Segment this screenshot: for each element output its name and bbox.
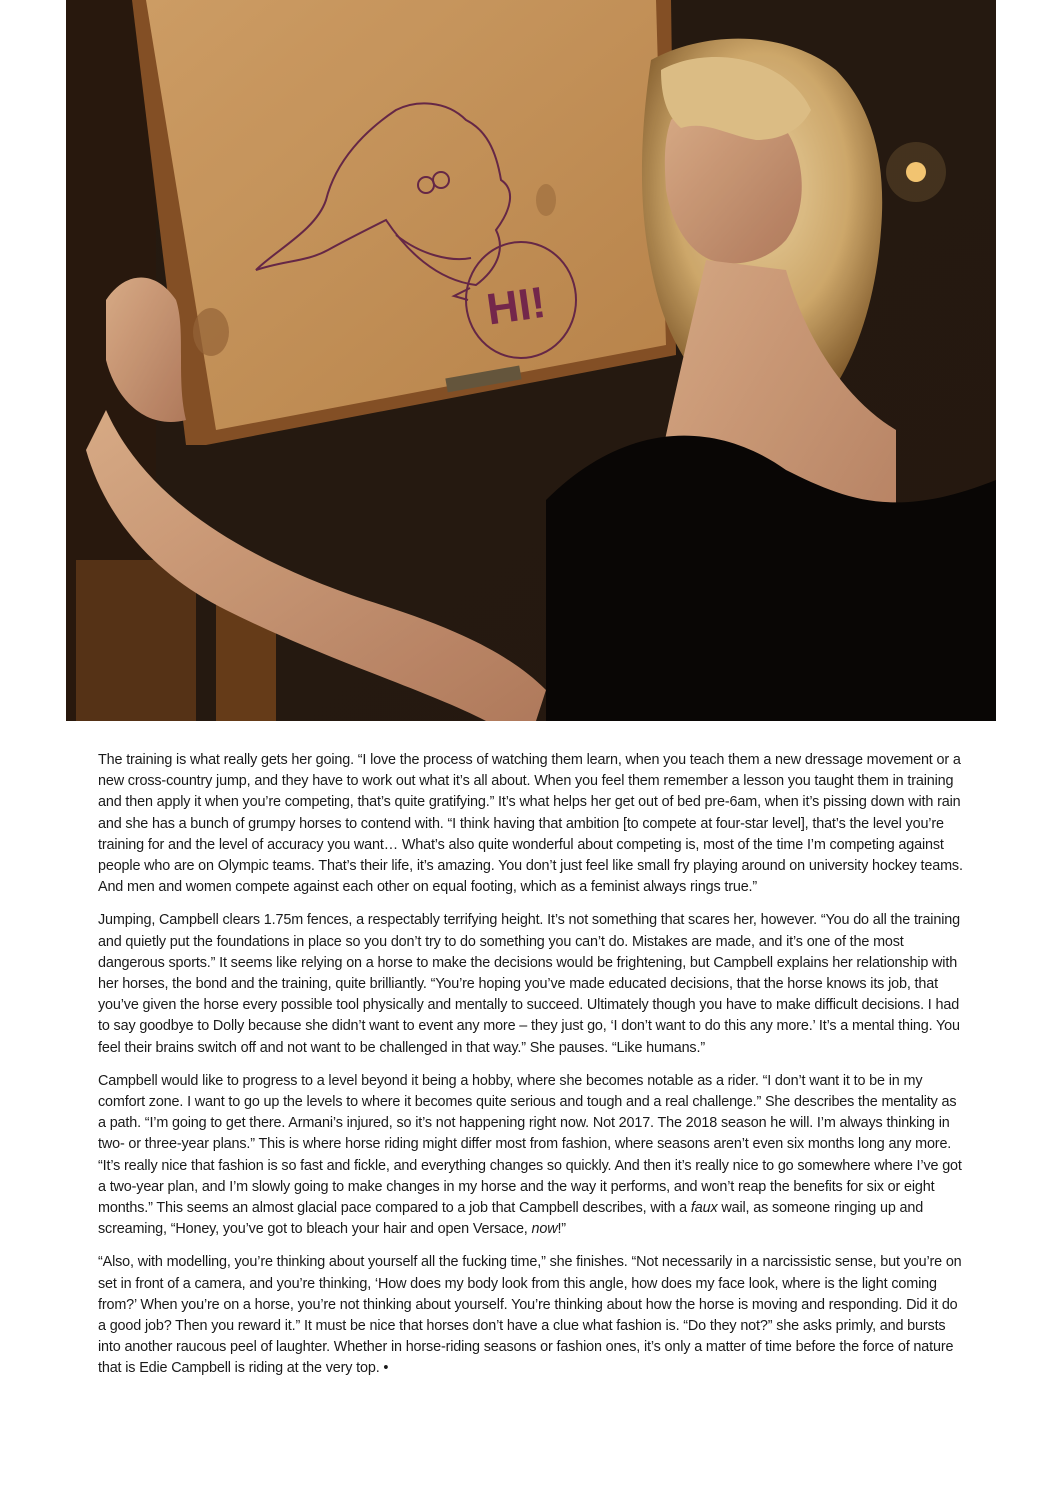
p3-text-a: Campbell would like to progress to a level beyond it being a hobby, where she becomes notable as a rider. “I don’t want it to be in my comfort zone. I want to go up the levels to where it becomes quite serious and tough and a real challenge.” She describes the mentality as a path. “I’m going to get there. Armani’s injured, so it’s not happening right now. Not 2017. The 2018 season he will. I’m always thinking in two- or three-year plans.” This is where horse riding might differ most from fashion, where seasons aren’t even six months long any more. “It’s really nice that fashion is so fast and fickle, and everything changes so quickly. And then it’s really nice to go somewhere where I’ve got a two-year plan, and I’m slowly going to make changes in my horse and the way it performs, and won’t reap the benefits for six or eight months.” This seems an almost glacial pace compared to a job that Campbell describes, with a: [98, 1072, 962, 1217]
p3-emphasis-faux: faux: [690, 1200, 718, 1217]
hero-photo: [66, 0, 996, 721]
article-body: [98, 750, 966, 1392]
p3-text-c: !”: [557, 1221, 566, 1238]
p3-text-b: wail, as someone ringing up and screaming, “Honey, you’ve got to bleach your hair and open Versace,: [98, 1200, 924, 1238]
photo-illustration: [66, 0, 996, 721]
article-paragraph-4: “Also, with modelling, you’re thinking about yourself all the fucking time,” she finishes. “Not necessarily in a narcissistic sense, but you’re on set in front of a camera, and you’re thinking, ‘How does my body look from this angle, how does my face look, where is the light coming from?’ When you’re on a horse, you’re not thinking about yourself. You’re thinking about how the horse is moving and responding. Did it do a good job? Then you reward it.” It must be nice that horses don’t have a clue what fashion is. “Do they not?” she asks primly, and bursts into another raucous peel of laughter. Whether in horse-riding seasons or fashion ones, it’s only a matter of time before the force of nature that is Edie Campbell is riding at the very top. •: [98, 1254, 962, 1377]
article-paragraph-3: [98, 1071, 966, 1241]
article-paragraph-2: Jumping, Campbell clears 1.75m fences, a respectably terrifying height. It’s not something that scares her, however. “You do all the training and quietly put the foundations in place so you don’t try to do something you can’t do. Mistakes are made, and it’s one of the most dangerous sports.” It seems like relying on a horse to make the decisions would be frightening, but Campbell explains her relationship with her horses, the bond and the training, quite brilliantly. “You’re hoping you’ve made educated decisions, that the horse knows its job, that you’ve given the horse every possible tool physically and mentally to succeed. Ultimately though you have to make difficult decisions. I had to say goodbye to Dolly because she didn’t want to event any more – they just go, ‘I don’t want to do this any more.’ It’s a mental thing. You feel their brains switch off and not want to be challenged in that way.” She pauses. “Like humans.”: [98, 912, 960, 1056]
doodle-speech-text: HI!: [483, 277, 549, 335]
p3-emphasis-now: now: [531, 1221, 558, 1238]
article-paragraph-1: The training is what really gets her going. “I love the process of watching them learn, when you teach them a new dressage movement or a new cross-country jump, and they have to work out what it’s all about. When you feel them remember a lesson you taught them in training and then apply it when you’re competing, that’s quite gratifying.” It’s what helps her get out of bed pre-6am, when it’s pissing down with rain and she has a bunch of grumpy horses to contend with. “I think having that ambition [to compete at four-star level], that’s the level you’re training for and the level of accuracy you want… What’s also quite wonderful about competing is, most of the time I’m competing against people who are on Olympic teams. That’s their life, it’s amazing. You don’t just feel like small fry playing around on university hockey teams. And men and women compete against each other on equal footing, which as a feminist always rings true.”: [98, 752, 963, 896]
